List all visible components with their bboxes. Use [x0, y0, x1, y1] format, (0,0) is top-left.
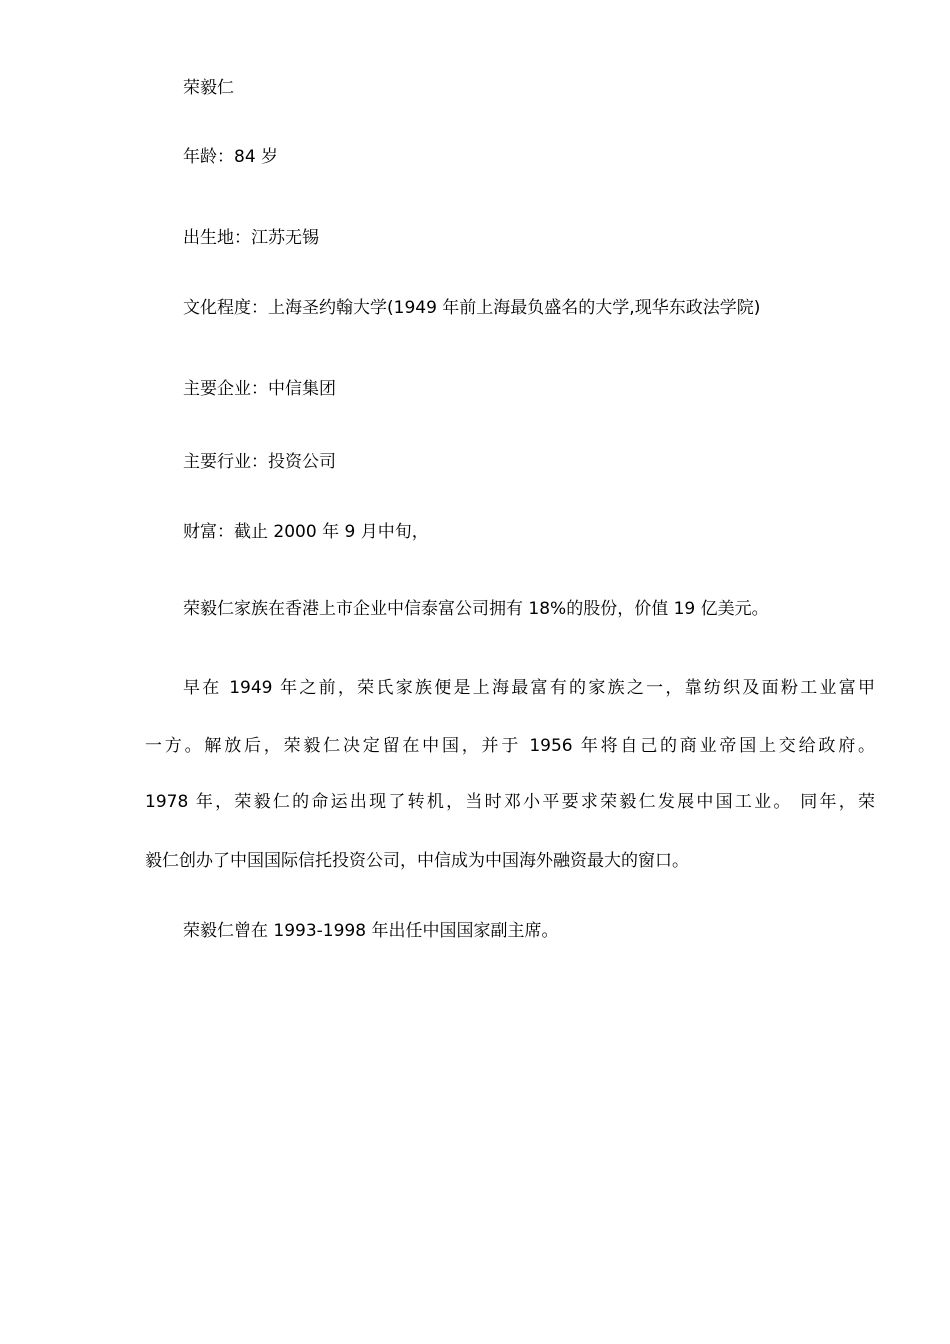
history-line-1: 早在 1949 年之前，荣氏家族便是上海最富有的家族之一，靠纺织及面粉工业富甲 [183, 678, 875, 698]
history-line-3: 1978 年，荣毅仁的命运出现了转机，当时邓小平要求荣毅仁发展中国工业。 同年，荣 [145, 792, 875, 812]
wealth-line: 财富：截止 2000 年 9 月中旬， [183, 522, 429, 542]
closing-line: 荣毅仁曾在 1993-1998 年出任中国国家副主席。 [183, 921, 559, 941]
wealth-detail: 荣毅仁家族在香港上市企业中信泰富公司拥有 18%的股份，价值 19 亿美元。 [183, 599, 769, 619]
industry-line: 主要行业：投资公司 [183, 452, 336, 472]
history-line-2: 一方。解放后，荣毅仁决定留在中国，并于 1956 年将自己的商业帝国上交给政府。 [145, 736, 875, 756]
enterprise-line: 主要企业：中信集团 [183, 379, 336, 399]
education-line: 文化程度：上海圣约翰大学(1949 年前上海最负盛名的大学,现华东政法学院) [183, 298, 761, 318]
history-line-4: 毅仁创办了中国国际信托投资公司，中信成为中国海外融资最大的窗口。 [145, 851, 689, 871]
birthplace-line: 出生地：江苏无锡 [183, 228, 319, 248]
age-line: 年龄：84 岁 [183, 147, 279, 167]
person-name: 荣毅仁 [183, 78, 234, 98]
